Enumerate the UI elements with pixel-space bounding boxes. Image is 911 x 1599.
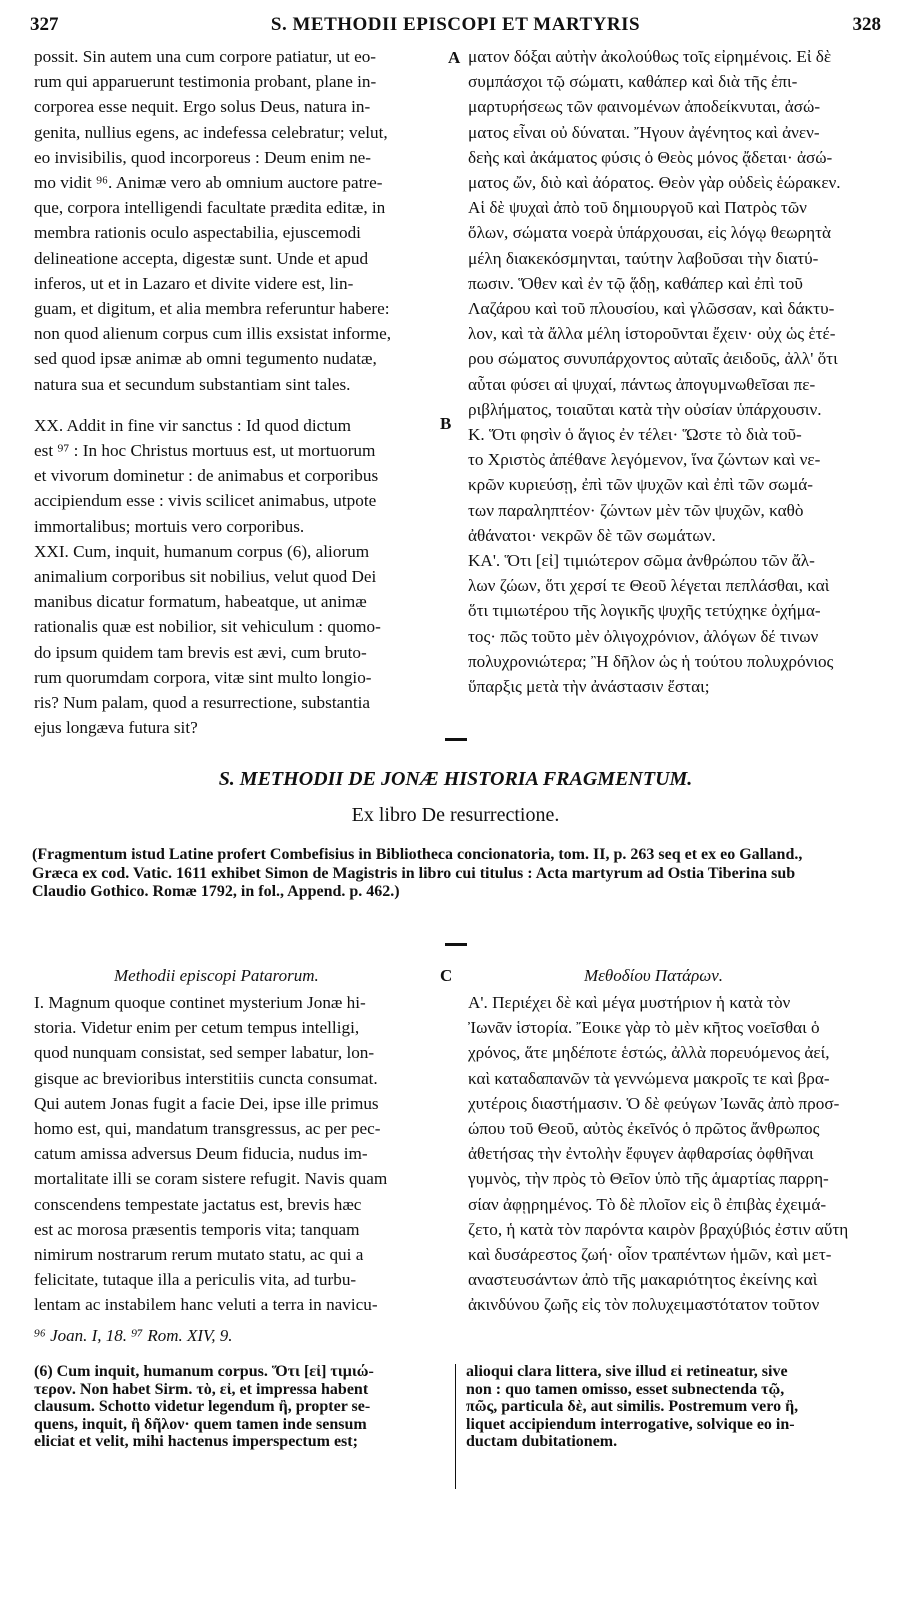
greek-paragraph-k [468,422,883,548]
greek-paragraph-a [468,990,883,1318]
text-line: conscendens tempestate jactatus est, brevis hæc [34,1194,362,1214]
text-line: I. Magnum quoque continet mysterium Jonæ hi- [34,993,366,1012]
bottom-note-right [466,1363,886,1451]
text-line: το Χριστὸς ἀπέθανε λεγόμενον, ἵνα ζώντων καὶ νε- [468,450,821,470]
fragment-editorial-note [32,846,888,902]
text-line: των παραληπτέον· ζώντων μὲν τῶν ψυχῶν, καθὸ [468,500,804,520]
text-line: αναστευσάντων ἀπὸ τῆς μακαριότητος ἐκείνης καὶ [468,1270,818,1290]
text-line: non : quo tamen omisso, esset subnectenda τῷ, [466,1380,785,1398]
text-line: gisque ac brevioribus interstitiis cuncta consumat. [34,1068,378,1088]
text-line: ματον δόξαι αὐτὴν ἀκολούθως τοῖς εἰρημένοις. Εἰ δὲ [468,47,832,66]
text-line: ώπου τοῦ Θεοῦ, αὐτὸς ἐκεῖνός ὁ πρῶτος ἄνθρωπος [468,1119,820,1139]
latin-paragraph-xxi [34,539,444,741]
text-line: κρῶν κυριεύσῃ, ἐπὶ τῶν ψυχῶν καὶ ἐπὶ τῶν σωμά- [468,475,814,495]
running-title: S. METHODII EPISCOPI ET MARTYRIS [270,14,641,35]
margin-letter-b: B [440,414,452,433]
text-line: membra rationis oculo aspectabilia, ejuscemodi [34,223,361,243]
text-line: rationalis quæ est nobilior, sit vehiculum : quomo- [34,617,381,637]
text-line: πολυχρονιώτερα; Ἢ δῆλον ὡς ἡ τούτου πολυχρόνιος [468,651,834,671]
text-line: accipiendum esse : vivis scilicet animabus, utpote [34,491,377,511]
text-line: Λαζάρου καὶ τοῦ πλουσίου, καὶ γλῶσσαν, καὶ δάκτυ- [468,299,835,319]
fragment-subtitle: Ex libro De resurrectione. [351,804,560,826]
text-line: ματος εἶναι οὐ δύναται. Ἤγουν ἀγένητος καὶ ἀνεν- [468,122,820,142]
text-line: ρου σώματος συνυπάρχοντος αὐταῖς ἀειδοῦς, ἀλλ' ὅτι [468,349,838,369]
greek-column-top [468,44,883,699]
text-line: possit. Sin autem una cum corpore patiatur, ut eo- [34,47,377,66]
text-line: catum amissa adversus Deum fiducia, nudus im- [34,1144,368,1164]
latin-heading: Methodii episcopi Patarorum. [114,966,319,985]
text-line: πῶς, particula δὲ, aut similis. Postremum vero ἢ, [466,1398,799,1415]
text-line: γυμνὸς, τὴν πρὸς τὸ Θεῖον ὑπὸ τῆς ἁμαρτίας παρρη- [468,1169,829,1189]
text-line: eo invisibilis, quod incorporeus : Deum enim ne- [34,147,372,167]
text-line: quens, inquit, ἢ δῆλον· quem tamen inde sensum [34,1415,367,1433]
text-line: ριβλήματος, τοιαῦται κατὰ τὴν οὐσίαν ὑπάρχουσιν. [468,399,822,419]
text-line: XXI. Cum, inquit, humanum corpus (6), aliorum [34,541,370,561]
text-line: αὗται φύσει αἱ ψυχαί, πάντως ἀπογυμνωθεῖσαι πε- [468,374,816,394]
text-line: et vivorum dominetur : de animabus et corporibus [34,466,379,486]
text-line: συμπάσχοι τῷ σώματι, καθάπερ καὶ διὰ τῆς ἐπι- [468,72,798,92]
text-line: Αἱ δὲ ψυχαὶ ἀπὸ τοῦ δημιουργοῦ καὶ Πατρὸς τῶν [468,198,807,218]
text-line: Qui autem Jonas fugit a facie Dei, ipse ille primus [34,1093,379,1113]
text-line: homo est, qui, mandatum transgressus, ac per pec- [34,1119,381,1139]
latin-paragraph-i [34,990,444,1318]
text-line: immortalibus; mortuis vero corporibus. [34,516,305,536]
text-line: Α'. Περιέχει δὲ καὶ μέγα μυστήριον ἡ κατὰ τὸν [468,993,791,1012]
text-line: guam, et digitum, et alia membra referuntur habere: [34,299,390,319]
text-line: ejus longæva futura sit? [34,718,198,738]
text-line: ductam dubitationem. [466,1433,618,1450]
latin-paragraph-xx [34,413,444,539]
text-line: ΚΑ'. Ὅτι [εἰ] τιμιώτερον σῶμα ἀνθρώπου τῶν ἄλ- [468,551,815,571]
page-number-left: 327 [30,14,59,35]
text-line: ἀκινδύνου ζωῆς εἰς τὸν πολυχειμαστότατον τοῦτον [468,1295,820,1315]
text-line: τος· πῶς τοῦτο μὲν ὀλιγοχρόνιον, ἀλόγων δέ τινων [468,626,819,646]
text-line: alioqui clara littera, sive illud εἰ retineatur, sive [466,1363,788,1380]
text-line: nimirum nostrarum rerum mutato statu, ac qui a [34,1245,364,1265]
text-line: XX. Addit in fine vir sanctus : Id quod dictum [34,415,351,435]
text-line: ἀθετήσας τὴν ἐντολὴν ἔφυγεν ἀφθαρσίας ὀφθῆναι [468,1144,814,1164]
page-number-right: 328 [852,14,881,35]
text-line: que, corpora intelligendi facultate prædita editæ, in [34,198,386,218]
text-line: animalium corporibus sit nobilius, velut quod Dei [34,567,377,587]
margin-letter-c: C [440,966,453,985]
text-line: manibus dicatur formatum, habeatque, ut animæ [34,592,367,612]
text-line: felicitate, tutaque illa a periculis vita, ad turbu- [34,1270,357,1290]
text-line: genita, nullius egens, ac indefessa celebratur; velut, [34,122,388,142]
text-line: καὶ δυσάρεστος ζωή· οἷον τραπέντων ἡμῶν, καὶ μετ- [468,1245,832,1265]
text-line: est ⁹⁷ : In hoc Christus mortuus est, ut mortuorum [34,441,376,461]
text-line: μέλη διακεκόσμηνται, ταύτην λαβοῦσαι τὴν διατύ- [468,248,819,268]
latin-paragraph-intro [34,44,444,397]
text-line: λον, καὶ τὰ ἄλλα μέλη ἱστοροῦνται ἔχειν· οὐχ ὡς ἑτέ- [468,324,836,344]
text-line: χρόνος, ἅτε μηδέποτε ἑστώς, ἀλλὰ πορευόμενος ἀεί, [468,1043,830,1063]
greek-heading: Μεθοδίου Πατάρων. [584,966,724,985]
text-line: do ipsum quidem tam brevis est ævi, cum bruto- [34,642,367,662]
text-line: lentam ac instabilem hanc veluti a terra in navicu- [34,1295,378,1315]
margin-letter-a: A [448,48,461,67]
text-line: ζετο, ἡ κατὰ τὸν παρόντα καιρὸν βραχύβιός ἐστιν αὕτη [468,1219,849,1239]
text-line: (6) Cum inquit, humanum corpus. Ὅτι [εἰ] τιμιώ- [34,1363,374,1380]
text-line: ὅτι τιμιωτέρου τῆς λογικῆς ψυχῆς τετύχηκε ὀχήμα- [468,601,821,621]
text-line: δεὴς καὶ ἀκάματος φύσις ὁ Θεὸς μόνος ᾄδεται· ἀσώ- [468,147,833,167]
column-rule [455,1364,456,1489]
text-line: ὕπαρξις μετὰ τὴν ἀνάστασιν ἔσται; [468,677,710,697]
text-line: Claudio Gothico. Romæ 1792, in fol., Append. p. 462.) [32,883,400,900]
text-line: Κ. Ὅτι φησὶν ὁ ἅγιος ἐν τέλει· Ὥστε τὸ διὰ τοῦ- [468,425,802,445]
text-line: πωσιν. Ὅθεν καὶ ἐν τῷ ᾅδῃ, καθάπερ καὶ ἐπὶ τοῦ [468,273,803,293]
text-line: sed quod ipsæ animæ ab omni tegumento nudatæ, [34,349,377,369]
text-line: non quod alienum corpus cum illis exsistat informe, [34,324,392,344]
section-divider-2 [445,943,467,946]
footnotes: ⁹⁶ Joan. I, 18. ⁹⁷ Rom. XIV, 9. [34,1326,233,1345]
latin-column-bottom [34,990,444,1318]
fragment-title: S. METHODII DE JONÆ HISTORIA FRAGMENTUM. [218,768,693,790]
text-line: delineatione accepta, digestæ sunt. Unde et apud [34,248,369,268]
greek-paragraph-ka [468,548,883,699]
text-line: ματος ὤν, διὸ καὶ ἀόρατος. Θεὸν γὰρ οὐδεὶς ἑώρακεν. [468,173,841,193]
section-divider [445,738,467,741]
text-line: est ac morosa præsentis temporis vita; tanquam [34,1219,360,1239]
text-line: mo vidit ⁹⁶. Animæ vero ab omnium auctore patre- [34,173,383,193]
text-line: Ἰωνᾶν ἱστορία. Ἔοικε γὰρ τὸ μὲν κῆτος νοεῖσθαι ὁ [468,1018,820,1038]
text-line: ὅλων, σώματα νοερὰ ὑπάρχουσαι, εἰς λόγῳ θεωρητὰ [468,223,832,243]
text-line: rum quorumdam corpora, vitæ sint multo longio- [34,667,372,687]
text-line: mortalitate illi se coram sistere refugit. Navis quam [34,1169,388,1189]
text-line: liquet accipiendum interrogative, solvique eo in- [466,1415,795,1433]
latin-column-top [34,44,444,740]
text-line: λων ζώων, ὅτι χερσί τε Θεοῦ λέγεται πεπλάσθαι, καὶ [468,576,830,596]
text-line: quod nunquam consistat, sed semper labatur, lon- [34,1043,375,1063]
text-line: inferos, ut et in Lazaro et divite videre est, lin- [34,273,354,293]
text-line: eliciat et velit, mihi hactenus imperspectum est; [34,1433,358,1450]
text-line: χυτέροις διαστήμασιν. Ὁ δὲ φεύγων Ἰωνᾶς ἀπὸ προσ- [468,1093,840,1113]
text-line: μαρτυρήσεως τῶν φαινομένων ἀποδείκνυται, ἀσώ- [468,97,821,117]
text-line: τερον. Non habet Sirm. τὸ, εἰ, et impressa habent [34,1380,369,1398]
text-line: rum qui apparuerunt testimonia probant, plane in- [34,72,377,92]
text-line: storia. Videtur enim per cetum tempus intelligi, [34,1018,360,1038]
text-line: clausum. Schotto videtur legendum ἢ, propter se- [34,1398,371,1415]
text-line: σίαν ἀφῃρημένος. Τὸ δὲ πλοῖον εἰς ὃ ἐπιβὰς ἐχειμά- [468,1194,827,1214]
text-line: natura sua et secundum substantiam sint tales. [34,374,351,394]
text-line: corporea esse nequit. Ergo solus Deus, natura in- [34,97,371,117]
running-header [30,14,881,38]
greek-column-bottom [468,990,883,1318]
greek-paragraph-intro [468,44,883,422]
text-line: ris? Num palam, quod a resurrectione, substantia [34,693,371,713]
text-line: Græca ex cod. Vatic. 1611 exhibet Simon de Magistris in libro cui titulus : Acta martyrum ad Ostia Tiberina sub [32,864,796,882]
bottom-note-left [34,1363,446,1451]
text-line: (Fragmentum istud Latine profert Combefisius in Bibliotheca concionatoria, tom. II, p. 263 seq et ex eo Galland., [32,846,803,863]
text-line: καὶ καταδαπανῶν τὰ γεννώμενα μακροῖς τε καὶ βρα- [468,1068,830,1088]
text-line: ἀθάνατοι· νεκρῶν δὲ τῶν σωμάτων. [468,525,716,545]
